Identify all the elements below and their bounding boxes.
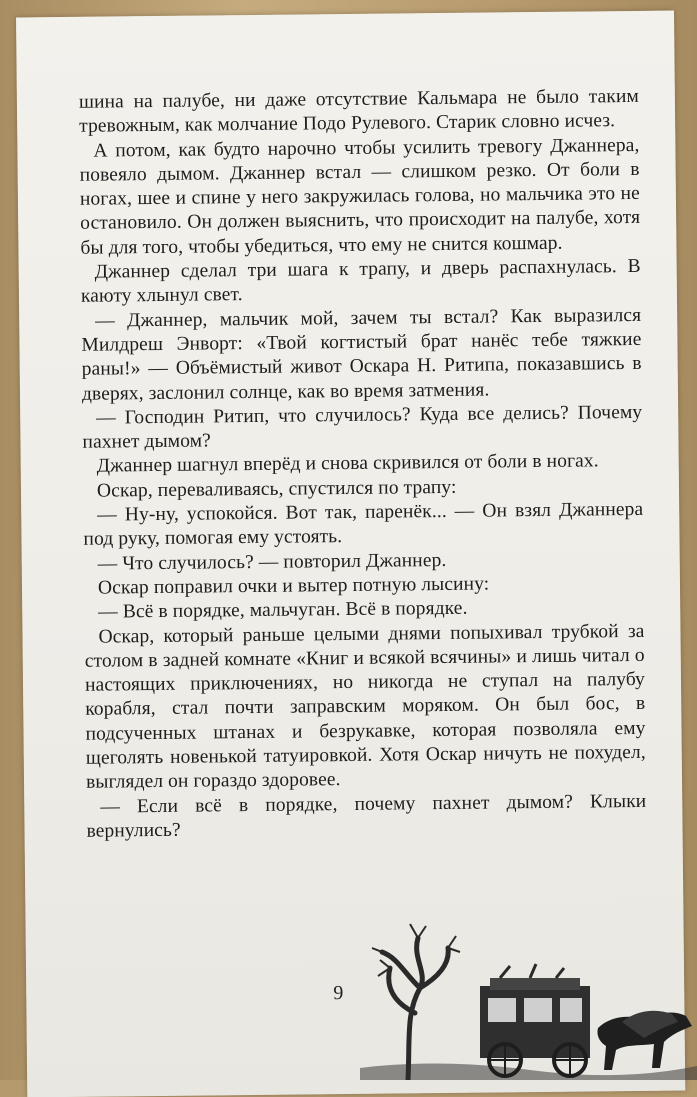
paragraph: — Если всё в порядке, почему пахнет дымом? Клыки вернулись? [86, 790, 647, 842]
paragraph: — Господин Ритип, что случилось? Куда все делись? Почему пахнет дымом? [82, 401, 643, 453]
paragraph: Оскар, который раньше целыми днями попыхивал трубкой за столом в задней комнате «Книг и всякой всячины» и лишь читал о настоящих приключениях, но никогда не ступал на палубу корабля, стал почти заправским моряком. Он был бос, в подсученных штанах и безрукавке, которая позволяла ему щеголять новенькой татуировкой. Хотя Оскар ничуть не похудел, выглядел он гораздо здоровее. [84, 620, 646, 794]
paragraph: Джаннер сделал три шага к трапу, и дверь распахнулась. В каюту хлынул свет. [80, 255, 641, 308]
paragraph: — Что случилось? — повторил Джаннер. [97, 549, 447, 575]
wagon-illustration [360, 918, 697, 1080]
paragraph: Джаннер шагнул вперёд и снова скривился от боли в ногах. [96, 450, 599, 478]
paragraph: А потом, как будто нарочно чтобы усилить тревогу Джаннера, повеяло дымом. Джаннер встал — слишком резко. От боли в ногах, шее и спине у него закружилась голова, но мальчика это не остановило. Он должен выяснить, что происходит на палубе, хотя бы для того, чтобы убедиться, что ему не снится кошмар. [79, 134, 641, 259]
paragraph: шина на палубе, ни даже отсутствие Кальмара не было таким тревожным, как молчание Подо Рулевого. Старик словно исчез. [78, 85, 639, 138]
page-text [79, 85, 647, 844]
paragraph: — Ну-ну, успокойся. Вот так, паренёк... — Он взял Джаннера под руку, помогая ему устоять. [83, 498, 644, 551]
paragraph: — Всё в порядке, мальчуган. Всё в порядке. [98, 597, 468, 623]
paragraph: — Джаннер, мальчик мой, зачем ты встал? Как выразился Милдреш Энворт: «Твой когтистый брат нанёс тебе тяжкие раны!» — Объёмистый живот Оскара Н. Ритипа, показавшись в дверях, заслонил солнце, как во время затмения. [81, 304, 642, 405]
page-number: 9 [333, 982, 344, 1005]
paragraph: Оскар поправил очки и вытер потную лысину: [97, 573, 490, 599]
paragraph: Оскар, переваливаясь, спустился по трапу: [96, 476, 457, 502]
